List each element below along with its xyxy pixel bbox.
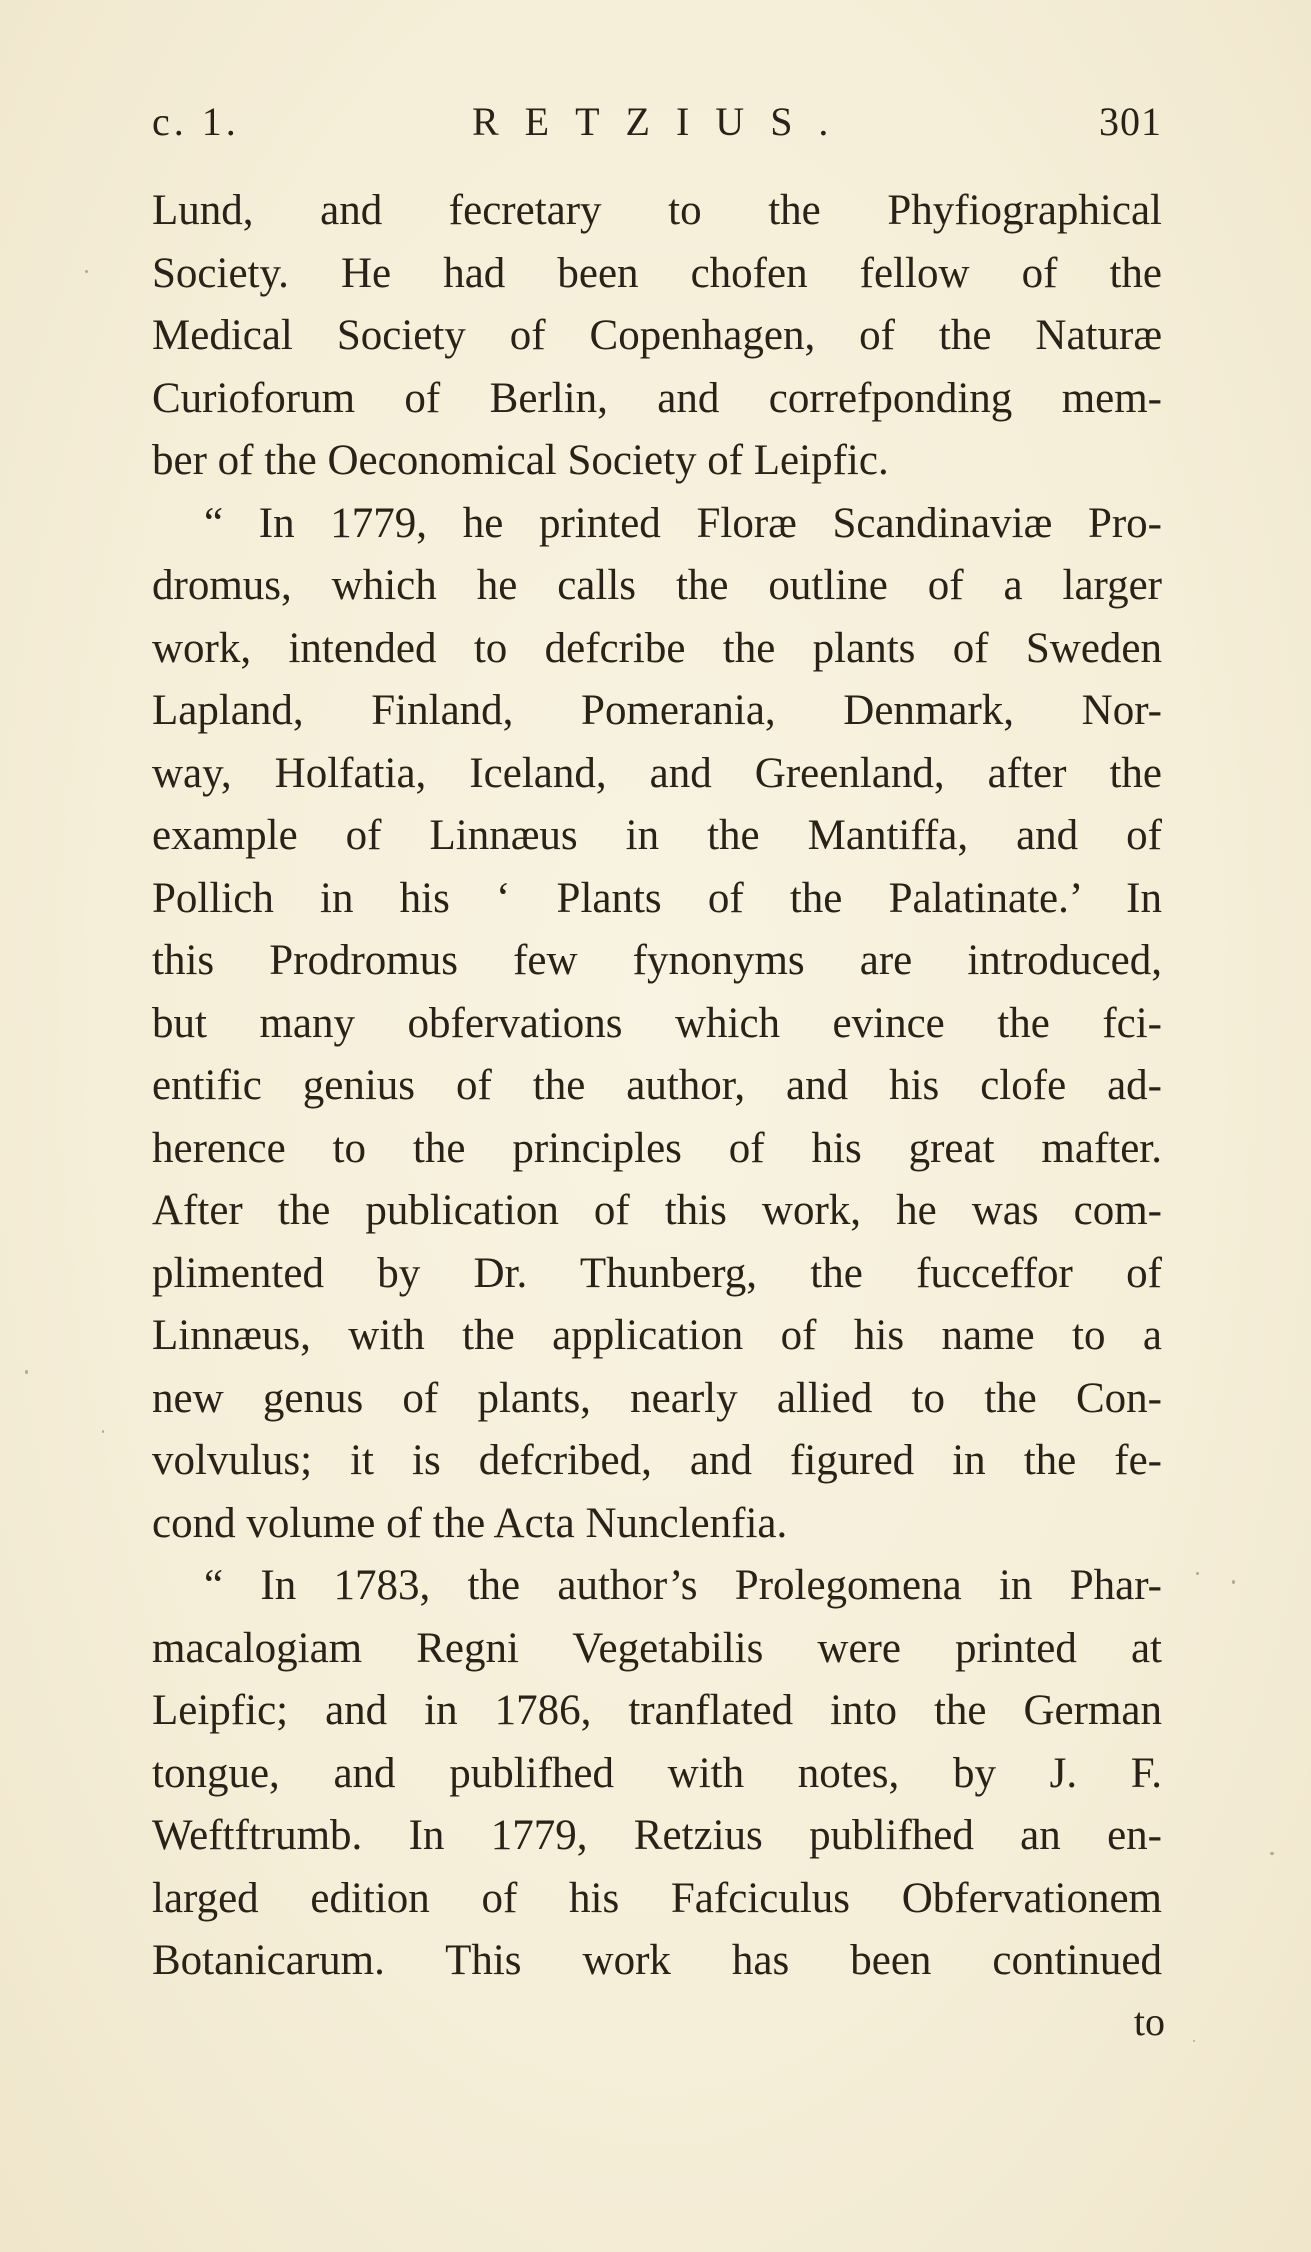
text-line: Weftftrumb. In 1779, Retzius publifhed an en- (152, 1812, 1162, 1859)
paper-speck (1232, 1580, 1235, 1584)
text-line: “ In 1783, the author’s Prolegomena in Phar- (204, 1562, 1162, 1609)
text-line: ber of the Oeconomical Society of Leipfic. (152, 437, 889, 484)
text-line: work, intended to defcribe the plants of Sweden (152, 624, 1162, 672)
text-line: Linnæus, with the application of his name to a (152, 1312, 1162, 1359)
text-line: entific genius of the author, and his clofe ad- (152, 1062, 1162, 1109)
text-line: way, Holfatia, Iceland, and Greenland, after the (152, 749, 1162, 797)
paper-speck (1193, 2040, 1195, 2042)
catchword: to (1133, 1999, 1165, 2044)
text-line: Lapland, Finland, Pomerania, Denmark, Nor- (152, 687, 1162, 734)
text-line: volvulus; it is defcribed, and figured in the fe- (152, 1437, 1162, 1484)
body-text (152, 180, 1162, 1993)
text-line: this Prodromus few fynonyms are introduced, (152, 937, 1162, 984)
text-line: Lund, and fecretary to the Phyfiographical (152, 187, 1162, 234)
text-line: Curioforum of Berlin, and correfponding mem- (152, 374, 1162, 422)
text-line: example of Linnæus in the Mantiffa, and of (152, 812, 1162, 859)
text-line: cond volume of the Acta Nunclenfia. (152, 1499, 788, 1547)
text-line: After the publication of this work, he was com- (152, 1187, 1162, 1234)
paper-speck (102, 1430, 104, 1433)
text-line: Society. He had been chofen fellow of the (152, 249, 1162, 297)
text-line: dromus, which he calls the outline of a larger (152, 562, 1162, 609)
text-line: plimented by Dr. Thunberg, the fucceffor of (152, 1249, 1162, 1297)
paper-speck (85, 270, 88, 273)
text-line: new genus of plants, nearly allied to the Con- (152, 1374, 1162, 1422)
paper-speck (1270, 1852, 1274, 1855)
page-number: 301 (1099, 99, 1162, 144)
paper-speck (25, 1370, 28, 1374)
text-line: Leipfic; and in 1786, tranflated into the German (152, 1687, 1162, 1734)
text-line: larged edition of his Fafciculus Obfervationem (152, 1874, 1162, 1922)
running-head (152, 98, 1162, 158)
text-line: Medical Society of Copenhagen, of the Naturæ (152, 312, 1162, 359)
text-line: “ In 1779, he printed Floræ Scandinaviæ Pro- (204, 499, 1162, 547)
text-line: tongue, and publifhed with notes, by J. F. (152, 1749, 1162, 1797)
text-line: macalogiam Regni Vegetabilis were printed at (152, 1624, 1162, 1672)
text-line: but many obfervations which evince the fci- (152, 999, 1162, 1047)
text-line: Botanicarum. This work has been continued (152, 1937, 1162, 1984)
text-line: herence to the principles of his great mafter. (152, 1124, 1162, 1172)
text-line: Pollich in his ‘ Plants of the Palatinate.’ In (152, 874, 1162, 922)
chapter-marker: c. 1. (152, 99, 240, 144)
paper-speck (1196, 1572, 1199, 1575)
running-title: RETZIUS. (472, 99, 855, 144)
